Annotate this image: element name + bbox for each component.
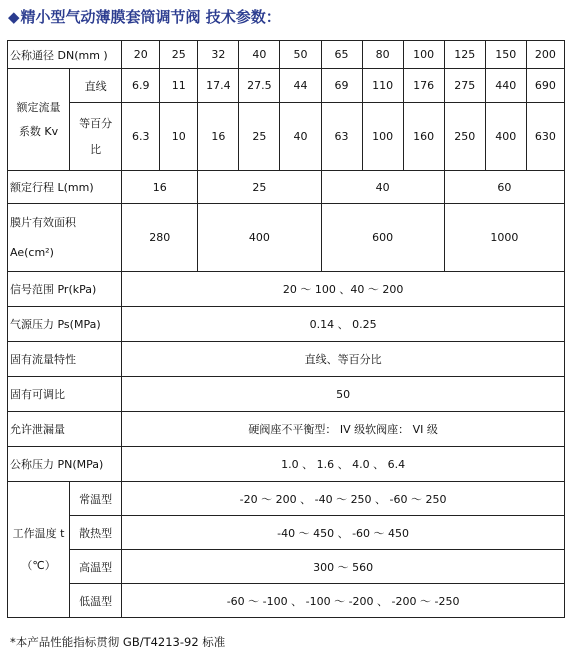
table-row xyxy=(8,482,565,516)
leakage-value: 硬阀座不平衡型： IV 级软阀座： VI 级 xyxy=(122,412,565,447)
kv-linear-value: 44 xyxy=(280,69,321,103)
table-row xyxy=(8,516,565,550)
dn-value: 80 xyxy=(362,41,403,69)
kv-linear-value: 6.9 xyxy=(122,69,160,103)
signal-label: 信号范围 Pr(kPa) xyxy=(8,272,122,307)
spec-table xyxy=(7,40,565,618)
temp-label xyxy=(8,482,70,618)
pn-label: 公称压力 PN(MPa) xyxy=(8,447,122,482)
table-row xyxy=(8,272,565,307)
signal-value: 20 ～ 100 、40 ～ 200 xyxy=(122,272,565,307)
temp-label-line2: （℃） xyxy=(21,558,56,572)
title-sub: 技术参数： xyxy=(205,8,281,26)
flow-char-label: 固有流量特性 xyxy=(8,342,122,377)
area-value: 1000 xyxy=(444,204,564,272)
dn-value: 100 xyxy=(403,41,444,69)
kv-label xyxy=(8,69,70,171)
page-title xyxy=(8,6,281,27)
table-row xyxy=(8,447,565,482)
kv-linear-value: 11 xyxy=(160,69,198,103)
kv-linear-label: 直线 xyxy=(70,69,122,103)
temp-type-value: 300 ～ 560 xyxy=(122,550,565,584)
area-value: 280 xyxy=(122,204,198,272)
area-value: 600 xyxy=(321,204,444,272)
kv-linear-value: 17.4 xyxy=(198,69,239,103)
temp-type-value: -20 ～ 200 、 -40 ～ 250 、 -60 ～ 250 xyxy=(122,482,565,516)
kv-linear-value: 27.5 xyxy=(239,69,280,103)
dn-value: 200 xyxy=(526,41,564,69)
kv-equal-value: 25 xyxy=(239,103,280,171)
stroke-value: 40 xyxy=(321,171,444,204)
table-row xyxy=(8,171,565,204)
temp-type-value: -40 ～ 450 、 -60 ～ 450 xyxy=(122,516,565,550)
diamond-bullet-icon: ◆ xyxy=(8,8,20,26)
stroke-value: 25 xyxy=(198,171,321,204)
kv-linear-value: 110 xyxy=(362,69,403,103)
dn-label: 公称通径 DN(mm ) xyxy=(8,41,122,69)
area-label-line2: Ae(cm²) xyxy=(10,245,54,259)
stroke-value: 60 xyxy=(444,171,564,204)
pn-value: 1.0 、 1.6 、 4.0 、 6.4 xyxy=(122,447,565,482)
kv-equal-label xyxy=(70,103,122,171)
stroke-label: 额定行程 L(mm) xyxy=(8,171,122,204)
dn-value: 20 xyxy=(122,41,160,69)
dn-value: 125 xyxy=(444,41,485,69)
table-row xyxy=(8,103,565,171)
kv-linear-value: 690 xyxy=(526,69,564,103)
table-row xyxy=(8,550,565,584)
table-row xyxy=(8,377,565,412)
kv-equal-value: 400 xyxy=(485,103,526,171)
air-value: 0.14 、 0.25 xyxy=(122,307,565,342)
table-row xyxy=(8,69,565,103)
dn-value: 32 xyxy=(198,41,239,69)
kv-equal-value: 40 xyxy=(280,103,321,171)
table-row xyxy=(8,584,565,618)
table-row xyxy=(8,204,565,272)
table-row xyxy=(8,41,565,69)
kv-linear-value: 69 xyxy=(321,69,362,103)
stroke-value: 16 xyxy=(122,171,198,204)
kv-equal-value: 160 xyxy=(403,103,444,171)
dn-value: 40 xyxy=(239,41,280,69)
dn-value: 50 xyxy=(280,41,321,69)
temp-type-label: 常温型 xyxy=(70,482,122,516)
kv-equal-value: 16 xyxy=(198,103,239,171)
kv-linear-value: 176 xyxy=(403,69,444,103)
kv-label-line2: 系数 Kv xyxy=(18,124,59,138)
table-row xyxy=(8,412,565,447)
kv-equal-label-line1: 等百分 xyxy=(79,116,113,130)
area-value: 400 xyxy=(198,204,321,272)
temp-label-line1: 工作温度 t xyxy=(12,526,65,540)
area-label-line1: 膜片有效面积 xyxy=(10,215,76,229)
title-main: 精小型气动薄膜套筒调节阀 xyxy=(20,8,201,26)
dn-value: 65 xyxy=(321,41,362,69)
rangeability-label: 固有可调比 xyxy=(8,377,122,412)
temp-type-value: -60 ～ -100 、 -100 ～ -200 、 -200 ～ -250 xyxy=(122,584,565,618)
flow-char-value: 直线、等百分比 xyxy=(122,342,565,377)
standard-note: *本产品性能指标贯彻 GB/T4213-92 标准 xyxy=(10,635,226,649)
area-label xyxy=(8,204,122,272)
kv-equal-value: 6.3 xyxy=(122,103,160,171)
temp-type-label: 散热型 xyxy=(70,516,122,550)
dn-value: 25 xyxy=(160,41,198,69)
kv-linear-value: 440 xyxy=(485,69,526,103)
kv-equal-value: 100 xyxy=(362,103,403,171)
kv-equal-value: 10 xyxy=(160,103,198,171)
kv-equal-value: 63 xyxy=(321,103,362,171)
kv-equal-value: 630 xyxy=(526,103,564,171)
rangeability-value: 50 xyxy=(122,377,565,412)
air-label: 气源压力 Ps(MPa) xyxy=(8,307,122,342)
kv-label-line1: 额定流量 xyxy=(16,100,61,114)
dn-value: 150 xyxy=(485,41,526,69)
kv-linear-value: 275 xyxy=(444,69,485,103)
table-row xyxy=(8,342,565,377)
temp-type-label: 高温型 xyxy=(70,550,122,584)
leakage-label: 允许泄漏量 xyxy=(8,412,122,447)
temp-type-label: 低温型 xyxy=(70,584,122,618)
table-row xyxy=(8,307,565,342)
kv-equal-value: 250 xyxy=(444,103,485,171)
kv-equal-label-line2: 比 xyxy=(90,142,102,156)
